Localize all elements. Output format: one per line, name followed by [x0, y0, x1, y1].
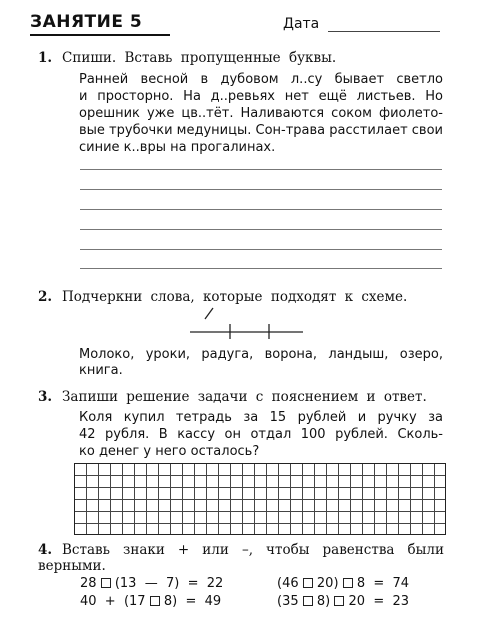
task4-number: 4. — [38, 542, 53, 558]
task1-text-line: вые трубочки медуницы. Сон-трава расстилает свои — [79, 123, 443, 138]
lesson-title: ЗАНЯТИЕ 5 — [30, 12, 143, 32]
equation-3 — [277, 576, 409, 591]
eq-text: 28 — [80, 576, 97, 591]
date-label: Дата — [283, 16, 320, 32]
task4-title: Вставь знаки + или –, чтобы равенства были — [62, 542, 444, 558]
equation-2 — [80, 594, 221, 609]
task3-text-line: 42 рубля. В кассу он отдал 100 рублей. Сколь- — [79, 427, 443, 442]
stress-mark — [205, 308, 213, 319]
sign-input-box[interactable] — [303, 596, 313, 606]
eq-text: (35 — [277, 594, 299, 609]
task1-text-line: Ранней весной в дубовом л..су бывает светло — [79, 72, 443, 87]
task2-number: 2. — [38, 289, 53, 305]
writing-line[interactable] — [80, 209, 442, 210]
task3-title: Запиши решение задачи с пояснением и ответ. — [62, 389, 427, 405]
task3-text-line: Коля купил тетрадь за 15 рублей и ручку за — [79, 410, 443, 425]
task1-text-line: и просторно. На д..ревьях нет ещё листьев. Но — [79, 89, 443, 104]
task3-text-line: ко денег у него осталось? — [79, 444, 260, 459]
task1-title: Спиши. Вставь пропущенные буквы. — [62, 50, 337, 66]
equation-4 — [277, 594, 409, 609]
eq-text: 40 + (17 — [80, 594, 146, 609]
task2-word-list: Молоко, уроки, радуга, ворона, ландыш, озеро, — [79, 347, 443, 362]
eq-text: 20 = 23 — [348, 594, 410, 609]
eq-text: (46 — [277, 576, 299, 591]
writing-line[interactable] — [80, 249, 442, 250]
task4-title-cont: верными. — [38, 558, 106, 574]
date-field-line[interactable] — [328, 31, 440, 32]
eq-text: 8) = 49 — [163, 594, 222, 609]
writing-line[interactable] — [80, 229, 442, 230]
sign-input-box[interactable] — [343, 578, 353, 588]
eq-text: 20) — [316, 576, 339, 591]
answer-grid[interactable] — [74, 463, 446, 535]
writing-line[interactable] — [80, 268, 442, 269]
task2-word-list-cont: книга. — [79, 363, 123, 378]
writing-line[interactable] — [80, 169, 442, 170]
task3-number: 3. — [38, 389, 53, 405]
sign-input-box[interactable] — [150, 596, 160, 606]
writing-line[interactable] — [80, 189, 442, 190]
word-scheme-diagram — [185, 302, 315, 342]
task2-title: Подчеркни слова, которые подходят к схеме. — [62, 289, 408, 305]
eq-text: 8 = 74 — [356, 576, 410, 591]
equation-1 — [80, 576, 223, 591]
sign-input-box[interactable] — [101, 578, 111, 588]
sign-input-box[interactable] — [303, 578, 313, 588]
task1-number: 1. — [38, 50, 53, 66]
sign-input-box[interactable] — [334, 596, 344, 606]
eq-text: (13 — 7) = 22 — [114, 576, 224, 591]
task1-text-line: синие к..вры на прогалинах. — [79, 140, 276, 155]
task1-text-line: орешник уже цв..тёт. Наливаются соком фиолето- — [79, 106, 443, 121]
title-underline — [30, 34, 170, 36]
eq-text: 8) — [316, 594, 331, 609]
